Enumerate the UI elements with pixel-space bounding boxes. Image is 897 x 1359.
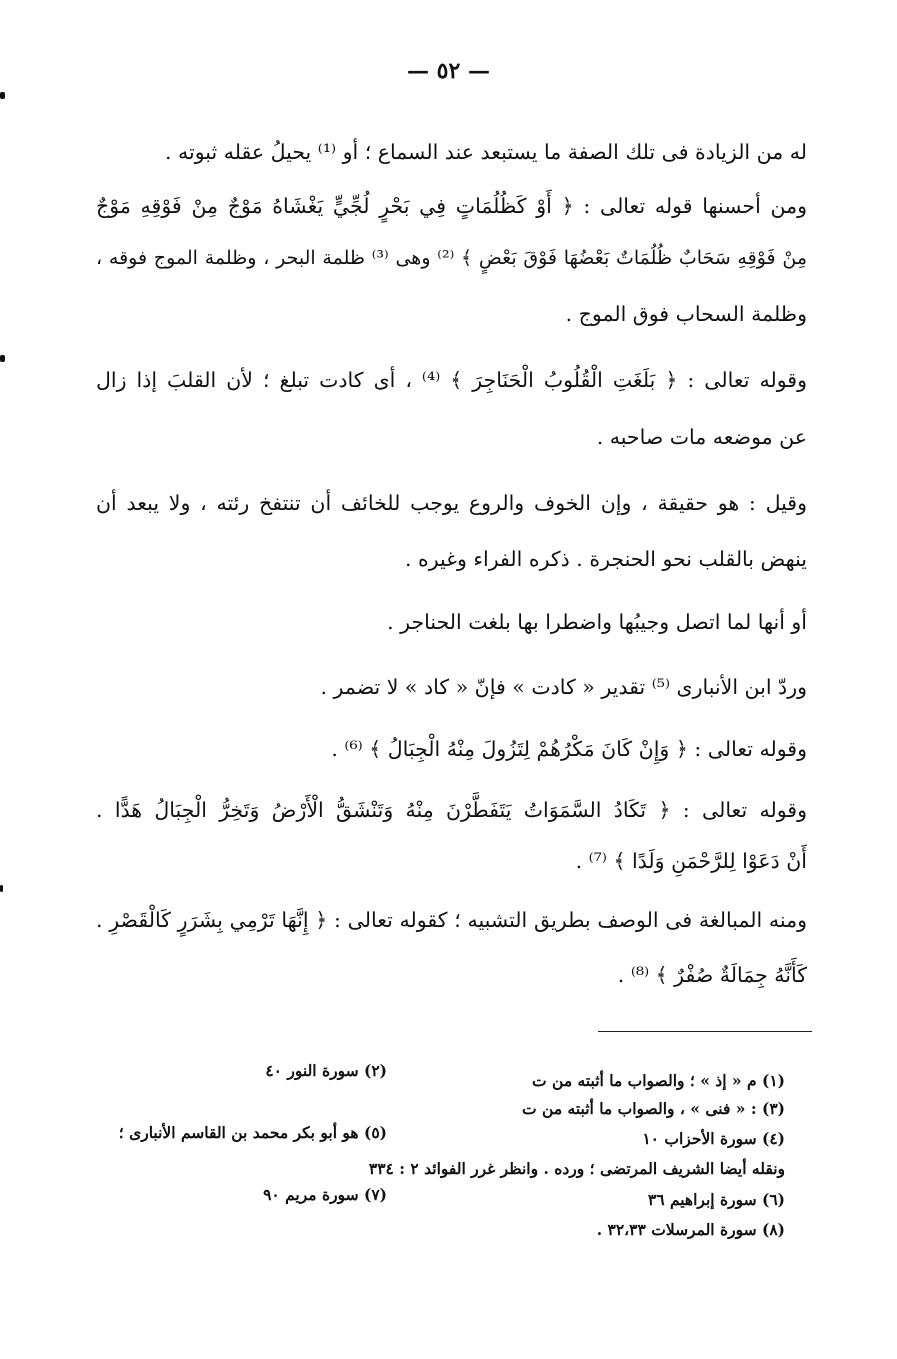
body-line-14: ومنه المبالغة فى الوصف بطريق التشبيه ؛ كقوله تعالى : ﴿ إِنَّهَا تَرْمِي بِشَرَرٍ كَالْقَصْرِ . xyxy=(96,908,807,932)
footnote-8: (٨) سورة المرسلات ٣٢،٣٣ . xyxy=(596,1220,785,1239)
body-line-7: وقيل : هو حقيقة ، وإن الخوف والروع يوجب للخائف أن تنتفخ رئته ، ولا يبعد أن xyxy=(96,491,807,515)
scan-edge-mark xyxy=(0,355,5,362)
scan-edge-mark xyxy=(0,885,3,892)
body-line-6: عن موضعه مات صاحبه . xyxy=(596,425,807,449)
body-line-15: كَأَنَّهُ جِمَالَةٌ صُفْرٌ ﴾ ⁽⁸⁾ . xyxy=(617,963,807,987)
footnote-5: (٥) هو أبو بكر محمد بن القاسم الأنبارى ؛ xyxy=(118,1123,387,1142)
body-line-2: ومن أحسنها قوله تعالى : ﴿ أَوْ كَظُلُمَاتٍ فِي بَحْرٍ لُجِّيٍّ يَغْشَاهُ مَوْجٌ مِنْ فَوْقِهِ مَوْجٌ xyxy=(96,194,807,218)
page-number: — ٥٢ — xyxy=(407,58,490,84)
footnote-separator xyxy=(598,1031,812,1032)
footnote-1: (١) م « إذ » ؛ والصواب ما أثبته من ت xyxy=(532,1071,785,1090)
body-line-9: أو أنها لما اتصل وجيبُها واضطرا بها بلغت الحناجر . xyxy=(387,610,807,634)
body-line-3: مِنْ فَوْقِهِ سَحَابٌ ظُلُمَاتٌ بَعْضُهَا فَوْقَ بَعْضٍ ﴾ ⁽²⁾ وهى ⁽³⁾ ظلمة البحر ، وظلمة الموج فوقه ، xyxy=(96,247,807,269)
body-line-10: وردّ ابن الأنبارى ⁽⁵⁾ تقدير « كادت » فإنّ « كاد » لا تضمر . xyxy=(320,675,807,699)
scan-edge-mark xyxy=(0,92,5,99)
body-line-12: وقوله تعالى : ﴿ تَكَادُ السَّمَوَاتُ يَتَفَطَّرْنَ مِنْهُ وَتَنْشَقُّ الْأَرْضُ وَتَخِرُّ الْجِبَالُ هَدًّا . xyxy=(96,798,807,822)
footnote-7: (٧) سورة مريم ٩٠ xyxy=(263,1185,387,1204)
body-line-4: وظلمة السحاب فوق الموج . xyxy=(565,302,807,326)
body-line-5: وقوله تعالى : ﴿ بَلَغَتِ الْقُلُوبُ الْحَنَاجِرَ ﴾ ⁽⁴⁾ ، أى كادت تبلغ ؛ لأن القلبَ إذا زال xyxy=(96,368,808,392)
footnote-5-continued: ونقله أيضا الشريف المرتضى ؛ ورده . وانظر غرر الفوائد ٢ : ٣٣٤ xyxy=(368,1159,785,1178)
footnote-6: (٦) سورة إبراهيم ٣٦ xyxy=(647,1190,785,1209)
body-line-8: ينهض بالقلب نحو الحنجرة . ذكره الفراء وغيره . xyxy=(404,547,807,571)
body-line-11: وقوله تعالى : ﴿ وَإِنْ كَانَ مَكْرُهُمْ لِتَزُولَ مِنْهُ الْجِبَالُ ﴾ ⁽⁶⁾ . xyxy=(331,737,807,761)
footnote-4: (٤) سورة الأحزاب ١٠ xyxy=(642,1129,785,1148)
body-line-1: له من الزيادة فى تلك الصفة ما يستبعد عند السماع ؛ أو ⁽¹⁾ يحيلُ عقله ثبوته . xyxy=(164,140,807,164)
body-line-13: أَنْ دَعَوْا لِلرَّحْمَنِ وَلَدًا ﴾ ⁽⁷⁾ . xyxy=(575,849,807,873)
footnote-2: (٢) سورة النور ٤٠ xyxy=(265,1061,387,1080)
footnote-3: (٣) : « فنى » ، والصواب ما أثبته من ت xyxy=(522,1099,785,1118)
